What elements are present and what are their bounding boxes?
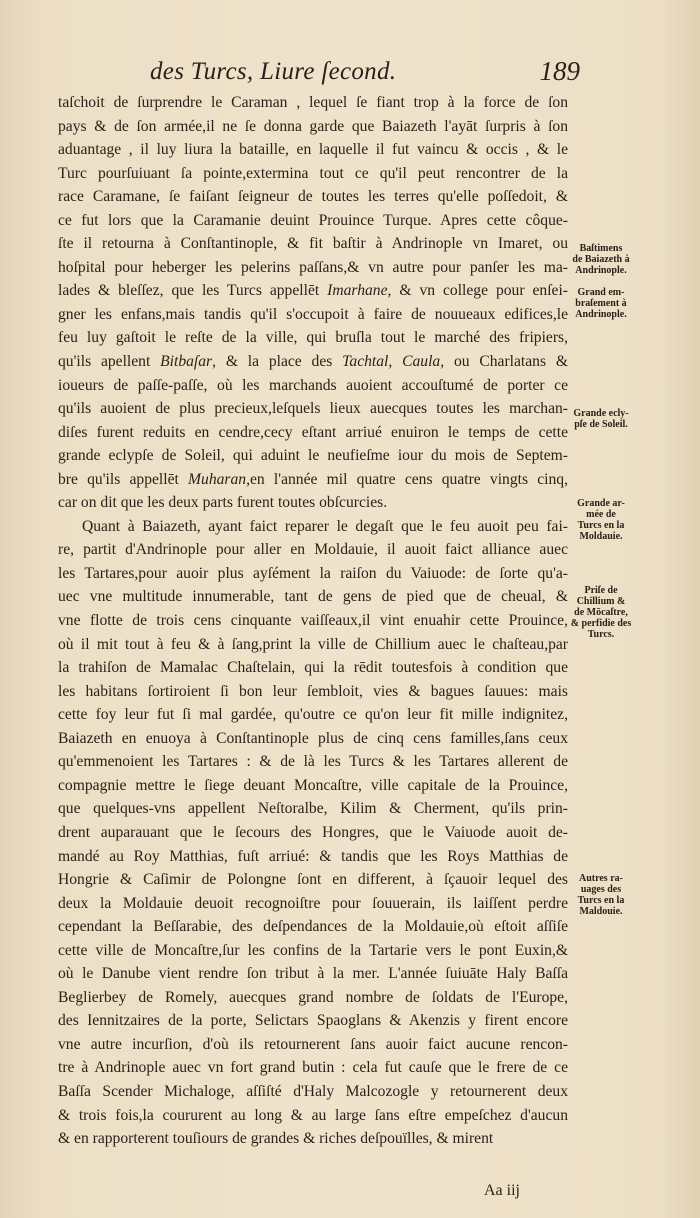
text-line: Baſſa Scender Michaloge, aſſiſté d'Haly Malcozogle y retournerent deux bbox=[58, 1082, 568, 1100]
margin-note-line: Turcs en la bbox=[577, 520, 625, 531]
text-line: vne autre incurſion, d'où ils retournerent ſans auoir faict aucune rencon- bbox=[58, 1035, 568, 1053]
text-line: & trois fois,la coururent au long & au large ſans eſtre empeſchez d'aucun bbox=[58, 1106, 568, 1124]
text-line: & en rapporterent touſiours de grandes & riches deſpouïlles, & mirent bbox=[58, 1130, 494, 1148]
main-text-block bbox=[58, 91, 568, 1151]
margin-note-line: Grande ar- bbox=[577, 498, 625, 509]
margin-note-line: Grande ecly- bbox=[573, 408, 629, 419]
text-line: feu luy gaſtoit le reſte de la ville, qui bruſla tout le marché des fripiers, bbox=[58, 329, 568, 347]
text-line: les Tartares,pour auoir plus ayſément la raiſon du Vaiuode: de ſorte qu'a- bbox=[58, 564, 568, 582]
text-line: deux la Moldauie deuoit recognoiſtre pour ſouuerain, ils laiſſent perdre bbox=[58, 894, 568, 912]
text-line: les habitans ſortiroient ſi bon leur ſembloit, vies & bagues ſauues: mais bbox=[58, 682, 568, 700]
text-line: uec vne multitude innumerable, tant de gens de pied que de cheual, & bbox=[58, 588, 568, 606]
margin-note-line: Moldauie. bbox=[579, 531, 623, 542]
margin-note-armee bbox=[566, 498, 636, 542]
margin-note-line: pſe de Soleil. bbox=[574, 419, 628, 430]
text-line: Turc pourſuiuant ſa pointe,extermina tout ce qu'il peut rencontrer de la bbox=[58, 164, 568, 182]
text-line: Hongrie & Caſimir de Polongne ſont en different, à ſçauoir lequel des bbox=[58, 871, 568, 889]
margin-note-line: uages des bbox=[580, 884, 622, 895]
text-line: Beglierbey de Romely, auecques grand nombre de ſoldats de l'Europe, bbox=[58, 988, 568, 1006]
text-line: Quant à Baiazeth, ayant faict reparer le degaſt que le feu auoit peu fai- bbox=[82, 517, 568, 535]
text-line: cette ville de Moncaſtre,ſur les confins de la Tartarie vers le pont Euxin,& bbox=[58, 941, 568, 959]
margin-note-line: de Mōcaſtre, bbox=[574, 607, 628, 618]
text-line: où il mit tout à feu & à ſang,print la ville de Chillium auec le chaſteau,par bbox=[58, 635, 568, 653]
page-number: 189 bbox=[539, 56, 580, 86]
margin-note-line: Autres ra- bbox=[579, 873, 623, 884]
margin-note-line: Grand em- bbox=[577, 287, 625, 298]
margin-note-line: Andrinople. bbox=[575, 309, 627, 320]
margin-note-prise bbox=[566, 585, 636, 640]
text-line: re, partit d'Andrinople pour aller en Moldauie, il auoit faict alliance auec bbox=[58, 541, 568, 559]
text-line: qu'emmenoient les Tartares : & de là les Turcs & les Tartares allerent de bbox=[58, 753, 568, 771]
text-line: gner les enfans,mais tandis qu'il s'occupoit à faire de nouueaux edifices,le bbox=[58, 305, 568, 323]
text-line: cependant la Beſſarabie, des deſpendances de la Moldauie,où eſtoit aſſiſe bbox=[58, 918, 568, 936]
margin-note-eclypse bbox=[566, 408, 636, 430]
text-line: hoſpital pour heberger les pelerins paſſans,& vn autre pour panſer les ma- bbox=[58, 258, 568, 276]
text-line: la trahiſon de Mamalac Chaſtelain, qui la rēdit toutesfois à condition que bbox=[58, 659, 568, 677]
text-line: vne flotte de trois cens cinquante vaiſſeaux,il vint enuahir cette Prouince, bbox=[58, 612, 568, 630]
text-line: ce fut lors que la Caramanie deuint Prouince Turque. Apres cette côque- bbox=[58, 211, 568, 229]
text-line: qu'ils auoient de plus precieux,leſquels lieux auecques toutes les marchan- bbox=[58, 400, 568, 418]
margin-note-courses bbox=[566, 873, 636, 917]
text-line: pays & de ſon armée,il ne ſe donna garde que Baiazeth l'ayāt ſurpris à ſon bbox=[58, 117, 568, 135]
text-line: ſte il retourna à Conſtantinople, & fit baſtir à Andrinople vn Imaret, ou bbox=[58, 235, 568, 253]
margin-note-embrasement bbox=[566, 287, 636, 320]
text-line: race Caramane, ſe faiſant ſeigneur de toutes les terres qu'elle poſſedoit, & bbox=[58, 188, 568, 206]
margin-note-line: Baſtimens bbox=[579, 243, 623, 254]
text-line: des Iennitzaires de la porte, Selictars Spaoglans & Akenzis y firent encore bbox=[58, 1012, 568, 1030]
margin-note-line: de Baiazeth à bbox=[572, 254, 630, 265]
text-line: car on dit que les deux parts furent toutes obſcurcies. bbox=[58, 494, 388, 512]
margin-note-line: Priſe de bbox=[584, 585, 618, 596]
margin-note-line: Turcs en la bbox=[577, 895, 625, 906]
margin-note-line: Turcs. bbox=[587, 629, 615, 640]
signature-mark: Aa iij bbox=[484, 1182, 520, 1199]
text-line: cette foy leur fut ſi mal gardée, qu'outre ce qu'on leur fit mille indignitez, bbox=[58, 706, 568, 724]
margin-note-line: & perfidie des bbox=[570, 618, 632, 629]
text-line: grande eclypſe de Soleil, qui aduint le neufieſme iour du mois de Septem- bbox=[58, 447, 568, 465]
text-line: Baiazeth en enuoya à Conſtantinople plus de cinq cens familles,ſans ceux bbox=[58, 729, 568, 747]
text-line: drent auparauant que le ſecours des Hongres, que le Vaiuode auoit de- bbox=[58, 823, 568, 841]
margin-note-bastimens bbox=[566, 243, 636, 276]
text-line: taſchoit de ſurprendre le Caraman , lequel ſe fiant trop à la force de ſon bbox=[58, 94, 568, 111]
margin-note-line: mée de bbox=[586, 509, 616, 520]
text-line: bre qu'ils appellēt Muharan,en l'année mil quatre cens quatre vingts cinq, bbox=[58, 470, 568, 488]
running-title: des Turcs, Liure ſecond. bbox=[150, 58, 397, 85]
margin-note-line: braſement à bbox=[575, 298, 627, 309]
text-line: que quelques-vns appellent Neſtoralbe, Kilim & Cherment, qu'ils prin- bbox=[58, 800, 568, 818]
text-line: mandé au Roy Matthias, fuſt arriué: & tandis que les Roys Matthias de bbox=[58, 847, 568, 865]
text-line: lades & bleſſez, que les Turcs appellēt Imarhane, & vn college pour enſei- bbox=[58, 282, 568, 300]
text-line: ioueurs de paſſe-paſſe, où les marchands auoient accouſtumé de porter ce bbox=[58, 376, 568, 394]
text-line: aduantage , il luy liura la bataille, en laquelle il fut vaincu & occis , & le bbox=[58, 141, 568, 159]
margin-note-line: Chillium & bbox=[576, 596, 626, 607]
text-line: qu'ils apellent Bitbaſar, & la place des Tachtal, Caula, ou Charlatans & bbox=[58, 353, 568, 371]
margin-note-line: Andrinople. bbox=[575, 265, 627, 276]
text-line: tre à Andrinople auec vn fort grand butin : cela fut cauſe que le frere de ce bbox=[58, 1059, 568, 1077]
text-line: où le Danube vient rendre ſon tribut à la mer. L'année ſuiuāte Haly Baſſa bbox=[58, 965, 568, 983]
page-header bbox=[150, 58, 580, 88]
margin-note-line: Maldouie. bbox=[579, 906, 623, 917]
text-line: compagnie mettre le ſiege deuant Moncaſtre, ville capitale de la Prouince, bbox=[58, 776, 568, 794]
text-line: diſes furent reduits en cendre,cecy eſtant arriué enuiron le temps de cette bbox=[58, 423, 568, 441]
